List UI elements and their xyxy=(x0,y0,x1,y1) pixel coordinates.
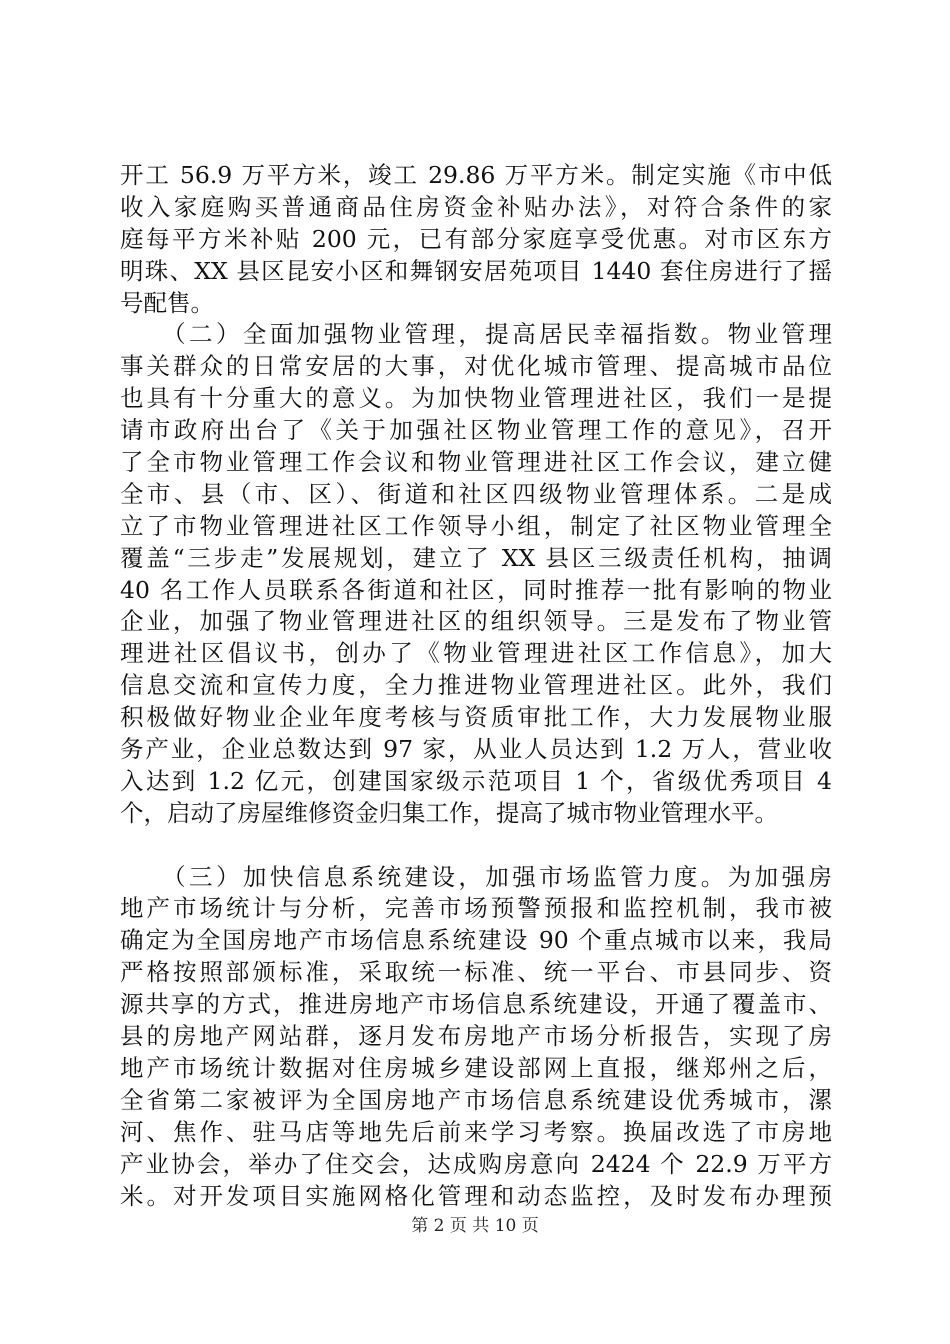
text-line: （二）全面加强物业管理，提高居民幸福指数。物业管理 xyxy=(120,320,832,349)
text-line: 地产市场统计数据对住房城乡建设部网上直报，继郑州之后， xyxy=(120,1053,832,1082)
text-line: 河、焦作、驻马店等地先后前来学习考察。换届改选了市房地 xyxy=(120,1117,832,1146)
text-line: 入达到 1.2 亿元，创建国家级示范项目 1 个，省级优秀项目 4 xyxy=(120,766,832,795)
text-line: 事关群众的日常安居的大事，对优化城市管理、提高城市品位 xyxy=(120,352,832,381)
text-line: 覆盖“三步走”发展规划，建立了 XX 县区三级责任机构，抽调 xyxy=(120,543,832,572)
text-line: 号配售。 xyxy=(120,288,214,317)
text-line: 请市政府出台了《关于加强社区物业管理工作的意见》，召开 xyxy=(120,416,832,445)
text-line: 确定为全国房地产市场信息系统建设 90 个重点城市以来，我局 xyxy=(120,926,832,955)
text-line: 企业，加强了物业管理进社区的组织领导。三是发布了物业管 xyxy=(120,607,832,636)
page-number-footer: 第 2 页 共 10 页 xyxy=(411,1216,539,1236)
paragraph-spacer xyxy=(120,830,832,862)
text-line: 个，启动了房屋维修资金归集工作，提高了城市物业管理水平。 xyxy=(120,798,778,827)
text-line: 立了市物业管理进社区工作领导小组，制定了社区物业管理全 xyxy=(120,511,832,540)
text-line: 开工 56.9 万平方米，竣工 29.86 万平方米。制定实施《市中低 xyxy=(120,161,832,189)
text-line: 也具有十分重大的意义。为加快物业管理进社区，我们一是提 xyxy=(120,384,832,413)
text-line: 米。对开发项目实施网格化管理和动态监控，及时发布办理预 xyxy=(120,1181,832,1210)
text-line: 源共享的方式，推进房地产市场信息系统建设，开通了覆盖市、 xyxy=(120,990,832,1019)
text-line: 地产市场统计与分析，完善市场预警预报和监控机制，我市被 xyxy=(120,894,832,923)
text-line: 信息交流和宣传力度，全力推进物业管理进社区。此外，我们 xyxy=(120,671,832,700)
text-line: 理进社区倡议书，创办了《物业管理进社区工作信息》，加大 xyxy=(120,639,832,668)
text-line: 明珠、XX 县区昆安小区和舞钢安居苑项目 1440 套住房进行了摇 xyxy=(120,256,832,285)
paragraph-group-information-system xyxy=(120,862,832,1213)
text-line: 庭每平方米补贴 200 元，已有部分家庭享受优惠。对市区东方 xyxy=(120,224,832,253)
text-line: 务产业，企业总数达到 97 家，从业人员达到 1.2 万人，营业收 xyxy=(120,735,832,764)
text-line: 积极做好物业企业年度考核与资质审批工作，大力发展物业服 xyxy=(120,703,832,732)
document-body xyxy=(120,160,832,1212)
text-line: 全省第二家被评为全国房地产市场信息系统建设优秀城市，漯 xyxy=(120,1085,832,1114)
text-line: 产业协会，举办了住交会，达成购房意向 2424 个 22.9 万平方 xyxy=(120,1149,832,1178)
text-line: 严格按照部颁标准，采取统一标准、统一平台、市县同步、资 xyxy=(120,958,832,987)
text-line: 全市、县（市、区）、街道和社区四级物业管理体系。二是成 xyxy=(120,479,832,508)
text-line: 40 名工作人员联系各街道和社区，同时推荐一批有影响的物业 xyxy=(120,575,832,604)
text-line: 县的房地产网站群，逐月发布房地产市场分析报告，实现了房 xyxy=(120,1022,832,1051)
text-line: 收入家庭购买普通商品住房资金补贴办法》，对符合条件的家 xyxy=(120,192,832,221)
text-line: （三）加快信息系统建设，加强市场监管力度。为加强房 xyxy=(120,862,832,891)
paragraph-group-housing-and-property xyxy=(120,160,832,830)
text-line: 了全市物业管理工作会议和物业管理进社区工作会议，建立健 xyxy=(120,448,832,477)
